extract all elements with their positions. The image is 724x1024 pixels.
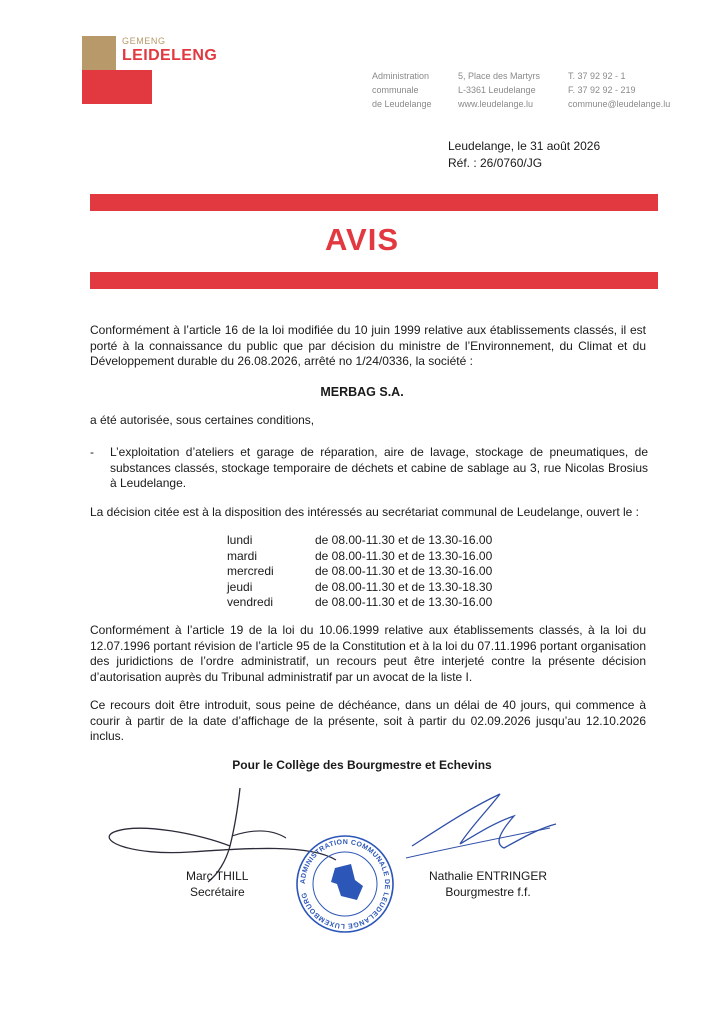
hours-day: mercredi	[227, 564, 274, 578]
logo-leideleng: LEIDELENG	[122, 47, 218, 64]
logo-gemeng: GEMENG	[122, 36, 166, 46]
official-stamp	[289, 834, 401, 934]
hours-row	[227, 549, 535, 565]
hours-day: lundi	[227, 533, 253, 547]
opening-hours	[227, 533, 535, 611]
hours-row	[227, 533, 535, 549]
hours-day: vendredi	[227, 595, 274, 609]
secretary-name: Marc THILL	[186, 869, 249, 883]
authorization-line: a été autorisée, sous certaines conditions,	[90, 413, 315, 427]
intro-paragraph: Conformément à l’article 16 de la loi modifiée du 10 juin 1999 relative aux établissements classés, il est porté à la connaissance du public que par décision du ministre de l’Environnement, du Climat et du Développement durable du 26.08.2026, arrêté no 1/24/0336, la société :	[90, 323, 646, 368]
logo-wordmark	[122, 36, 217, 65]
notice-title: AVIS	[324, 222, 400, 257]
title-bar-top	[90, 194, 658, 211]
availability-paragraph: La décision citée est à la disposition des intéressés au secrétariat communal de Leudelange, ouvert le :	[90, 505, 639, 519]
hours-row	[227, 595, 535, 611]
hours-row	[227, 580, 535, 596]
deadline-paragraph: Ce recours doit être introduit, sous peine de déchéance, dans un délai de 40 jours, qui commence à courir à partir de la date d’affichage de la présente, soit à partir du 02.09.2026 jusqu’au 12.10.2026 inclus.	[90, 698, 646, 743]
activity-description: L’exploitation d’ateliers et garage de réparation, aire de lavage, stockage de pneumatiques, de substances classés, stockage temporaire de déchets et cabine de sablage au 3, rue Nicolas Brosius à Leudelange.	[110, 445, 648, 490]
hours-time: de 08.00-11.30 et de 13.30-18.30	[315, 579, 493, 594]
appeal-paragraph: Conformément à l’article 19 de la loi du 10.06.1999 relative aux établissements classés, à la loi du 12.07.1996 portant révision de l’article 95 de la Constitution et à la loi du 07.11.1996 portant organisation des juridictions de l’ordre administratif, un recours peut être interjeté contre la présente décision d’autorisation auprès du Tribunal administratif par un avocat de la liste I.	[90, 623, 646, 684]
hours-time: de 08.00-11.30 et de 13.30-16.00	[315, 548, 493, 563]
hours-day: jeudi	[227, 579, 253, 594]
svg-text:ADMINISTRATION COMMUNALE DE LE: ADMINISTRATION COMMUNALE DE LEUDELANGE LUXEMBOURG	[299, 838, 391, 930]
bullet-dash: -	[90, 445, 94, 459]
contact-phone-email: T. 37 92 92 - 1 F. 37 92 92 - 219 commune@leudelange.lu	[568, 71, 671, 109]
secretary-block	[186, 868, 248, 900]
company-name: MERBAG S.A.	[320, 385, 404, 399]
contact-administration: Administration communale de Leudelange	[372, 71, 432, 109]
mayor-signature	[400, 788, 560, 868]
date-reference	[448, 138, 600, 172]
hours-time: de 08.00-11.30 et de 13.30-16.00	[315, 564, 493, 578]
mayor-name: Nathalie ENTRINGER	[428, 869, 548, 883]
contact-address: 5, Place des Martyrs L-3361 Leudelange www.leudelange.lu	[458, 71, 541, 109]
reference-line: Réf. : 26/0760/JG	[448, 156, 543, 170]
mayor-role: Bourgmestre f.f.	[445, 885, 531, 899]
hours-row	[227, 564, 535, 580]
secretary-role: Secrétaire	[190, 885, 245, 899]
hours-day: mardi	[227, 548, 258, 563]
title-bar-bottom	[90, 272, 658, 289]
hours-time: de 08.00-11.30 et de 13.30-16.00	[315, 533, 493, 547]
college-signature-heading: Pour le Collège des Bourgmestre et Echevins	[232, 758, 492, 772]
mayor-block	[418, 868, 558, 900]
hours-time: de 08.00-11.30 et de 13.30-16.00	[315, 595, 493, 609]
date-line: Leudelange, le 31 août 2026	[448, 139, 601, 153]
